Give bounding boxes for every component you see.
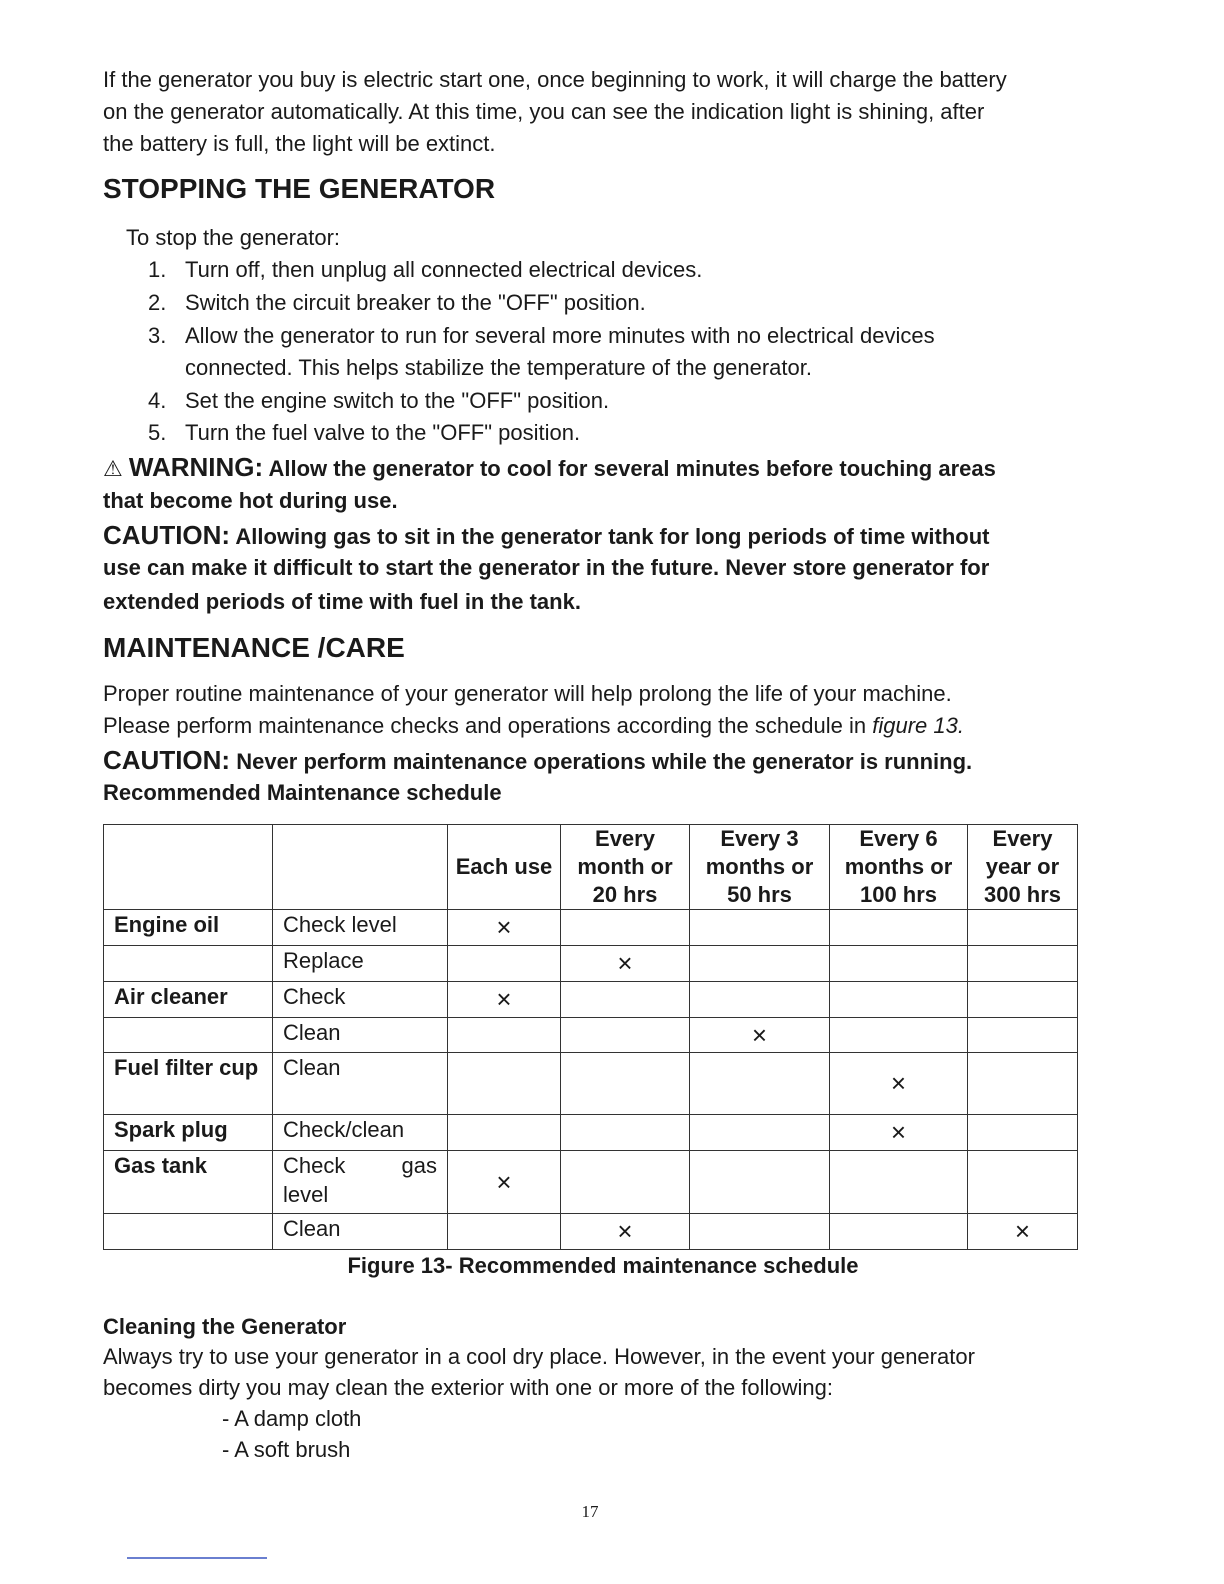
section-heading-maintenance: MAINTENANCE /CARE bbox=[103, 632, 405, 663]
step-text: Allow the generator to run for several more minutes with no electrical devices bbox=[185, 323, 935, 348]
schedule-mark-cell bbox=[830, 946, 968, 982]
warning-triangle-icon: ⚠ bbox=[103, 456, 123, 481]
step-number: 3. bbox=[148, 323, 167, 348]
schedule-mark-cell bbox=[830, 982, 968, 1018]
schedule-mark-cell bbox=[690, 946, 830, 982]
schedule-mark-cell: × bbox=[690, 1018, 830, 1053]
schedule-mark-cell bbox=[830, 1018, 968, 1053]
schedule-mark-cell bbox=[561, 1018, 690, 1053]
cleaning-line: becomes dirty you may clean the exterior with one or more of the following: bbox=[103, 1375, 834, 1400]
warning-label: WARNING: bbox=[128, 452, 264, 482]
schedule-mark-cell bbox=[968, 910, 1078, 946]
schedule-mark-cell bbox=[690, 1115, 830, 1151]
schedule-mark-cell bbox=[448, 1115, 561, 1151]
cleaning-heading: Cleaning the Generator bbox=[103, 1314, 347, 1339]
maintenance-schedule-table bbox=[103, 824, 1078, 1250]
schedule-mark-cell bbox=[690, 1151, 830, 1214]
column-header: Each use bbox=[448, 825, 561, 910]
schedule-mark-cell bbox=[448, 1214, 561, 1250]
schedule-mark-cell: × bbox=[561, 1214, 690, 1250]
schedule-mark-cell bbox=[690, 982, 830, 1018]
action-cell: Check gas level bbox=[273, 1151, 448, 1214]
caution-label: CAUTION: bbox=[103, 745, 231, 775]
action-cell: Clean bbox=[273, 1214, 448, 1250]
caution-label: CAUTION: bbox=[103, 520, 231, 550]
item-cell bbox=[104, 1214, 273, 1250]
action-cell: Replace bbox=[273, 946, 448, 982]
column-header: Every 6 months or 100 hrs bbox=[830, 825, 968, 910]
action-cell: Check/clean bbox=[273, 1115, 448, 1151]
cleaning-line: Always try to use your generator in a cool dry place. However, in the event your generator bbox=[103, 1344, 975, 1369]
schedule-mark-cell bbox=[561, 982, 690, 1018]
column-header: Every month or 20 hrs bbox=[561, 825, 690, 910]
table-row bbox=[104, 1214, 1078, 1250]
schedule-mark-cell bbox=[968, 1151, 1078, 1214]
step-number: 2. bbox=[148, 290, 167, 315]
action-cell: Check level bbox=[273, 910, 448, 946]
schedule-mark-cell bbox=[968, 1053, 1078, 1115]
intro-line: on the generator automatically. At this time, you can see the indication light is shining, after bbox=[103, 99, 985, 124]
table-row bbox=[104, 910, 1078, 946]
item-cell bbox=[104, 1018, 273, 1053]
schedule-mark-cell bbox=[690, 1053, 830, 1115]
item-cell: Engine oil bbox=[104, 910, 273, 946]
step-number: 5. bbox=[148, 420, 167, 445]
step-text: connected. This helps stabilize the temperature of the generator. bbox=[185, 355, 812, 380]
item-cell: Fuel filter cup bbox=[104, 1053, 273, 1115]
schedule-mark-cell bbox=[561, 910, 690, 946]
cleaning-item: - A damp cloth bbox=[222, 1406, 362, 1431]
schedule-mark-cell: × bbox=[448, 910, 561, 946]
caution-text: Allowing gas to sit in the generator tank for long periods of time without bbox=[230, 524, 990, 549]
schedule-mark-cell: × bbox=[561, 946, 690, 982]
schedule-title: Recommended Maintenance schedule bbox=[103, 780, 502, 805]
step-number: 1. bbox=[148, 257, 167, 282]
column-header: Every 3 months or 50 hrs bbox=[690, 825, 830, 910]
schedule-mark-cell bbox=[830, 1214, 968, 1250]
section-heading-stopping: STOPPING THE GENERATOR bbox=[103, 173, 496, 204]
schedule-mark-cell bbox=[561, 1115, 690, 1151]
table-row bbox=[104, 1151, 1078, 1214]
caution-text: use can make it difficult to start the generator in the future. Never store generator for bbox=[103, 555, 990, 580]
footer-rule bbox=[127, 1557, 267, 1559]
intro-line: the battery is full, the light will be extinct. bbox=[103, 131, 496, 156]
schedule-mark-cell bbox=[561, 1053, 690, 1115]
schedule-mark-cell bbox=[448, 1018, 561, 1053]
item-cell bbox=[104, 946, 273, 982]
step-text: Set the engine switch to the "OFF" position. bbox=[185, 388, 610, 413]
caution-text: Never perform maintenance operations while the generator is running. bbox=[230, 749, 973, 774]
table-row bbox=[104, 946, 1078, 982]
schedule-mark-cell bbox=[968, 1115, 1078, 1151]
schedule-mark-cell: × bbox=[830, 1115, 968, 1151]
item-cell: Spark plug bbox=[104, 1115, 273, 1151]
step-text: Switch the circuit breaker to the "OFF" position. bbox=[185, 290, 646, 315]
step-text: Turn the fuel valve to the "OFF" position. bbox=[185, 420, 581, 445]
schedule-mark-cell: × bbox=[968, 1214, 1078, 1250]
action-cell: Clean bbox=[273, 1053, 448, 1115]
warning-text: Allow the generator to cool for several minutes before touching areas bbox=[263, 456, 996, 481]
column-header bbox=[104, 825, 273, 910]
figure-caption: Figure 13- Recommended maintenance schedule bbox=[347, 1253, 859, 1278]
stopping-lead: To stop the generator: bbox=[126, 225, 341, 250]
action-cell: Clean bbox=[273, 1018, 448, 1053]
schedule-mark-cell bbox=[448, 946, 561, 982]
schedule-mark-cell bbox=[561, 1151, 690, 1214]
table-row bbox=[104, 982, 1078, 1018]
maintenance-para: Proper routine maintenance of your generator will help prolong the life of your machine. bbox=[103, 681, 952, 706]
schedule-mark-cell bbox=[830, 910, 968, 946]
column-header: Every year or 300 hrs bbox=[968, 825, 1078, 910]
para-text: Please perform maintenance checks and operations according the schedule in bbox=[103, 713, 873, 738]
step-text: Turn off, then unplug all connected electrical devices. bbox=[185, 257, 703, 282]
caution-notice bbox=[103, 519, 990, 551]
table-row bbox=[104, 1018, 1078, 1053]
figure-reference: figure 13. bbox=[872, 713, 964, 738]
schedule-mark-cell bbox=[968, 1018, 1078, 1053]
schedule-mark-cell: × bbox=[830, 1053, 968, 1115]
step-number: 4. bbox=[148, 388, 167, 413]
schedule-mark-cell bbox=[690, 910, 830, 946]
action-cell: Check bbox=[273, 982, 448, 1018]
schedule-mark-cell: × bbox=[448, 982, 561, 1018]
table-row bbox=[104, 1115, 1078, 1151]
page-number: 17 bbox=[581, 1502, 599, 1521]
caution-text: extended periods of time with fuel in the tank. bbox=[103, 589, 581, 614]
schedule-mark-cell bbox=[448, 1053, 561, 1115]
warning-text: that become hot during use. bbox=[103, 488, 398, 513]
item-cell: Air cleaner bbox=[104, 982, 273, 1018]
schedule-mark-cell bbox=[968, 982, 1078, 1018]
column-header bbox=[273, 825, 448, 910]
maintenance-para bbox=[103, 710, 964, 742]
item-cell: Gas tank bbox=[104, 1151, 273, 1214]
schedule-mark-cell bbox=[830, 1151, 968, 1214]
schedule-mark-cell bbox=[690, 1214, 830, 1250]
schedule-mark-cell bbox=[968, 946, 1078, 982]
maintenance-caution bbox=[103, 744, 972, 776]
warning-notice bbox=[103, 451, 996, 483]
cleaning-item: - A soft brush bbox=[222, 1437, 351, 1462]
table-row bbox=[104, 1053, 1078, 1115]
intro-line: If the generator you buy is electric start one, once beginning to work, it will charge the battery bbox=[103, 67, 1007, 92]
schedule-mark-cell: × bbox=[448, 1151, 561, 1214]
